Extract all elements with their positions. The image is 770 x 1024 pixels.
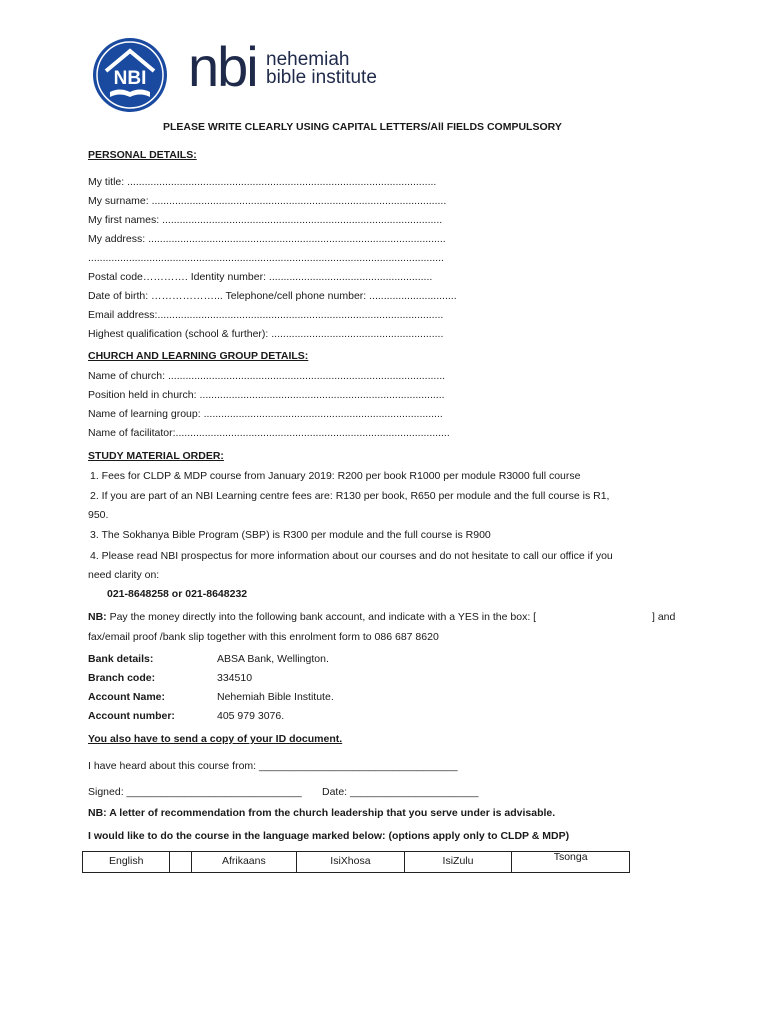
form-instructions: PLEASE WRITE CLEARLY USING CAPITAL LETTERS/All FIELDS COMPULSORY bbox=[163, 121, 562, 133]
fees-item-4: 4. Please read NBI prospectus for more information about our courses and do not hesitate to call our office if you bbox=[90, 550, 613, 562]
account-name-value: Nehemiah Bible Institute. bbox=[217, 691, 334, 703]
field-date[interactable]: Date: ______________________ bbox=[322, 786, 479, 798]
yes-box[interactable] bbox=[607, 610, 641, 624]
field-learning-group[interactable]: Name of learning group: .................................................................................. bbox=[88, 408, 443, 420]
language-english-box[interactable] bbox=[170, 852, 191, 873]
account-number-value: 405 979 3076. bbox=[217, 710, 285, 722]
brand-line-2: bible institute bbox=[266, 67, 377, 88]
language-isixhosa: IsiXhosa bbox=[297, 852, 405, 873]
payment-note-line-2: fax/email proof /bank slip together with this enrolment form to 086 687 8620 bbox=[88, 631, 439, 643]
branch-code-label: Branch code: bbox=[88, 672, 156, 684]
language-afrikaans: Afrikaans bbox=[191, 852, 297, 873]
bank-details-label: Bank details: bbox=[88, 653, 154, 665]
field-birth-telephone[interactable]: Date of birth: ………………... Telephone/cell phone number: .............................. bbox=[88, 290, 457, 302]
field-signed[interactable]: Signed: ______________________________ bbox=[88, 786, 302, 798]
fees-item-2-cont: 950. bbox=[88, 509, 109, 521]
payment-note-text: Pay the money directly into the following bank account, and indicate with a YES in the box: [ bbox=[109, 611, 537, 623]
field-first-names[interactable]: My first names: ................................................................................................ bbox=[88, 214, 443, 226]
fees-item-2: 2. If you are part of an NBI Learning centre fees are: R130 per book, R650 per module and the full course is R1, bbox=[90, 490, 610, 502]
study-material-heading: STUDY MATERIAL ORDER: bbox=[88, 450, 224, 462]
account-number-label: Account number: bbox=[88, 710, 175, 722]
field-address-continued[interactable]: .......................................................................................................................... bbox=[88, 252, 444, 264]
field-facilitator[interactable]: Name of facilitator:.............................................................................................. bbox=[88, 427, 450, 439]
svg-text:NBI: NBI bbox=[113, 68, 147, 89]
recommendation-note: NB: A letter of recommendation from the church leadership that you serve under is advisable. bbox=[88, 807, 556, 819]
bank-details-value: ABSA Bank, Wellington. bbox=[217, 653, 329, 665]
id-document-note: You also have to send a copy of your ID document. bbox=[88, 733, 343, 745]
field-title[interactable]: My title: .......................................................................................................... bbox=[88, 176, 437, 188]
brand-short: nbi bbox=[188, 35, 257, 98]
payment-note bbox=[88, 610, 536, 624]
payment-note-close: ] and bbox=[652, 611, 676, 623]
language-tsonga: Tsonga bbox=[512, 852, 630, 873]
brand-name bbox=[266, 51, 377, 87]
branch-code-value: 334510 bbox=[217, 672, 253, 684]
church-details-heading: CHURCH AND LEARNING GROUP DETAILS: bbox=[88, 350, 309, 362]
field-heard-about[interactable]: I have heard about this course from: __________________________________ bbox=[88, 760, 458, 772]
nb-label: NB: bbox=[88, 611, 107, 623]
fees-item-3: 3. The Sokhanya Bible Program (SBP) is R300 per module and the full course is R900 bbox=[90, 529, 491, 541]
field-postal-code-identity[interactable]: Postal code…………. Identity number: ........................................................ bbox=[88, 271, 433, 283]
language-instruction: I would like to do the course in the language marked below: (options apply only to CLDP & MDP) bbox=[88, 830, 570, 842]
personal-details-heading: PERSONAL DETAILS: bbox=[88, 149, 197, 161]
nbi-emblem-icon bbox=[92, 37, 168, 113]
language-isizulu: IsiZulu bbox=[404, 852, 512, 873]
field-surname[interactable]: My surname: ..................................................................................................... bbox=[88, 195, 447, 207]
field-church-position[interactable]: Position held in church: .................................................................................... bbox=[88, 389, 445, 401]
language-english: English bbox=[83, 852, 170, 873]
account-name-label: Account Name: bbox=[88, 691, 166, 703]
field-email[interactable]: Email address:.................................................................................................. bbox=[88, 309, 444, 321]
fees-item-4-cont: need clarity on: bbox=[88, 569, 160, 581]
language-table bbox=[82, 851, 630, 873]
nbi-logo bbox=[92, 37, 392, 113]
field-church-name[interactable]: Name of church: ............................................................................................... bbox=[88, 370, 446, 382]
brand-line-1: nehemiah bbox=[266, 49, 350, 70]
field-address[interactable]: My address: ...................................................................................................... bbox=[88, 233, 446, 245]
fees-item-1: 1. Fees for CLDP & MDP course from January 2019: R200 per book R1000 per module R3000 full course bbox=[90, 470, 581, 482]
field-qualification[interactable]: Highest qualification (school & further): ........................................................... bbox=[88, 328, 444, 340]
office-phone-numbers: 021-8648258 or 021-8648232 bbox=[107, 588, 248, 600]
language-row bbox=[83, 852, 630, 873]
